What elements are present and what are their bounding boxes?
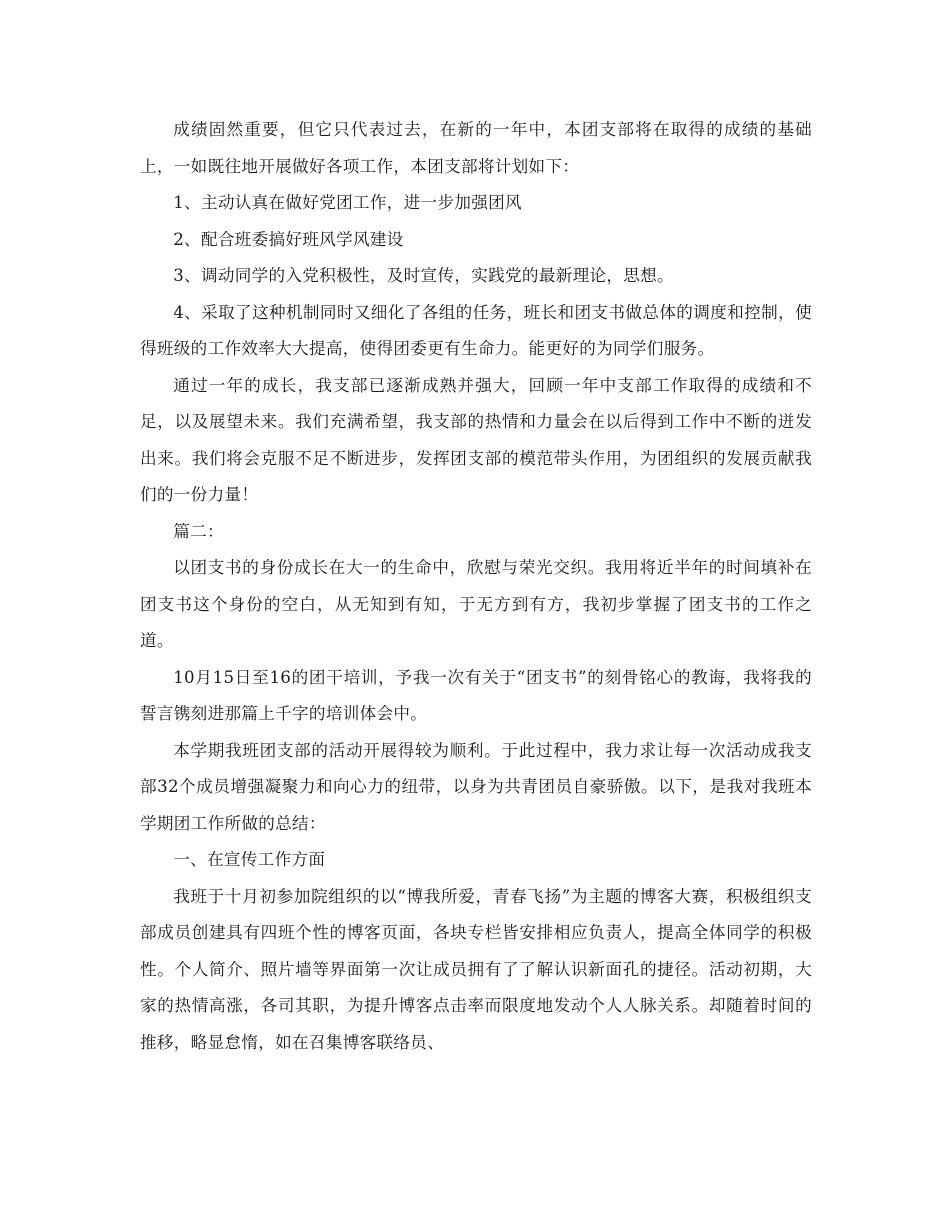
paragraph-summary: 通过一年的成长，我支部已逐渐成熟并强大，回顾一年中支部工作取得的成绩和不足，以及展望未来。我们充满希望，我支部的热情和力量会在以后得到工作中不断的迸发出来。我们将会克服不足不断进步，发挥团支部的模范带头作用，为团组织的发展贡献我们的一份力量！ bbox=[140, 375, 812, 504]
paragraph-training: 10月15日至16的团干培训，予我一次有关于“团支书”的刻骨铭心的教诲，我将我的誓言镌刻进那篇上千字的培训体会中。 bbox=[140, 667, 812, 723]
list-item-4: 4、采取了这种机制同时又细化了各组的任务，班长和团支书做总体的调度和控制，使得班级的工作效率大大提高，使得团委更有生命力。能更好的为同学们服务。 bbox=[140, 302, 812, 358]
paragraph-blog-contest: 我班于十月初参加院组织的以“博我所爱，青春飞扬”为主题的博客大赛，积极组织支部成员创建具有四班个性的博客页面，各块专栏皆安排相应负责人，提高全体同学的积极性。个人简介、照片墙等界面第一次让成员拥有了了解认识新面孔的捷径。活动初期，大家的热情高涨，各司其职，为提升博客点击率而限度地发动个人人脉关系。却随着时间的推移，略显怠惰，如在召集博客联络员、 bbox=[140, 886, 812, 1052]
list-item-1: 1、主动认真在做好党团工作，进一步加强团风 bbox=[173, 193, 522, 212]
paragraph-intro: 以团支书的身份成长在大一的生命中，欣慰与荣光交织。我用将近半年的时间填补在团支书这个身份的空白，从无知到有知，于无方到有方，我初步掌握了团支书的工作之道。 bbox=[140, 558, 812, 650]
paragraph-semester: 本学期我班团支部的活动开展得较为顺利。于此过程中，我力求让每一次活动成我支部32个成员增强凝聚力和向心力的纽带，以身为共青团员自豪骄傲。以下，是我对我班本学期团工作所做的总结： bbox=[140, 740, 812, 833]
section-heading-part-two: 篇二： bbox=[173, 521, 224, 541]
paragraph-1: 成绩固然重要，但它只代表过去，在新的一年中，本团支部将在取得的成绩的基础上，一如既往地开展做好各项工作，本团支部将计划如下： bbox=[140, 120, 812, 176]
subheading-publicity: 一、在宣传工作方面 bbox=[173, 850, 326, 869]
list-item-3: 3、调动同学的入党积极性，及时宣传，实践党的最新理论，思想。 bbox=[173, 266, 674, 285]
document-body bbox=[140, 112, 812, 1061]
list-item-2: 2、配合班委搞好班风学风建设 bbox=[173, 229, 404, 249]
